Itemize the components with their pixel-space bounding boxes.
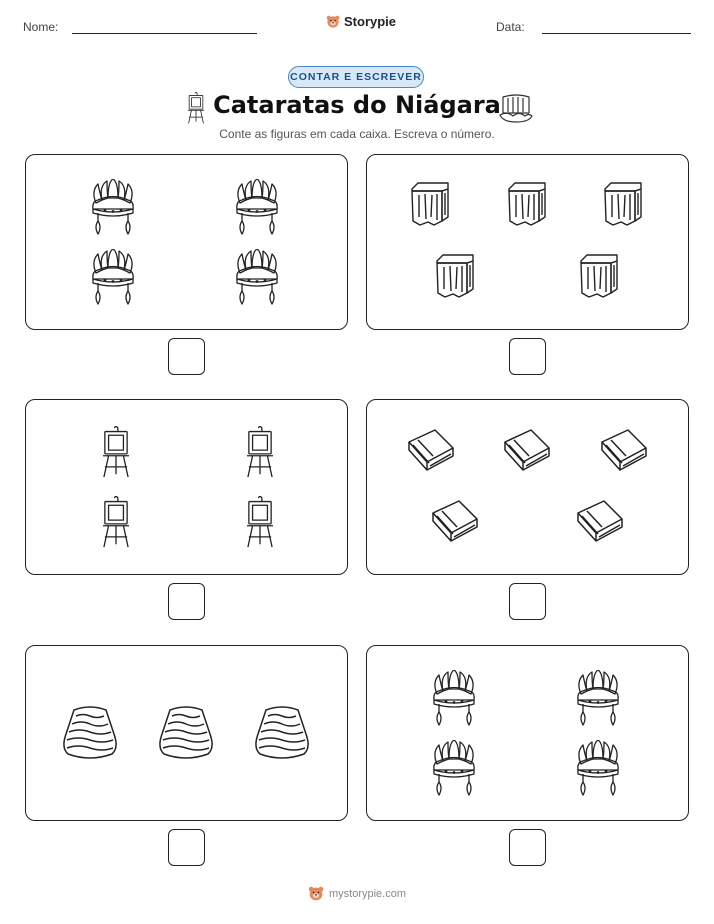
counting-box-2 (366, 154, 689, 330)
easel-icon (99, 426, 133, 478)
answer-box-4[interactable] (509, 583, 546, 620)
easel-icon (243, 426, 277, 478)
headdress-icon (429, 740, 479, 796)
book-icon (501, 428, 553, 474)
headdress-icon (88, 179, 138, 235)
answer-box-2[interactable] (509, 338, 546, 375)
rock-mound-icon (156, 704, 216, 760)
rock-mound-icon (252, 704, 312, 760)
counting-box-1 (25, 154, 348, 330)
headdress-icon (88, 249, 138, 305)
book-icon (429, 499, 481, 545)
headdress-icon (232, 249, 282, 305)
brand-name: Storypie (344, 14, 397, 29)
bear-logo-icon (326, 15, 340, 29)
rock-block-icon (505, 181, 549, 227)
headdress-icon (573, 670, 623, 726)
rock-block-icon (433, 253, 477, 299)
book-icon (405, 428, 457, 474)
date-write-line[interactable] (542, 33, 691, 34)
date-label: Data: (496, 20, 525, 34)
answer-box-3[interactable] (168, 583, 205, 620)
footer-url[interactable]: mystorypie.com (328, 888, 407, 900)
book-icon (574, 499, 626, 545)
counting-box-6 (366, 645, 689, 821)
activity-badge: CONTAR E ESCREVER (288, 66, 424, 88)
answer-box-6[interactable] (509, 829, 546, 866)
counting-box-4 (366, 399, 689, 575)
brand-logo (326, 14, 396, 29)
easel-icon (99, 496, 133, 548)
book-icon (598, 428, 650, 474)
bear-logo-icon (308, 886, 324, 902)
headdress-icon (429, 670, 479, 726)
counting-box-5 (25, 645, 348, 821)
headdress-icon (232, 179, 282, 235)
footer (0, 886, 714, 902)
waterfall-title-icon (499, 93, 533, 123)
counting-box-3 (25, 399, 348, 575)
answer-box-1[interactable] (168, 338, 205, 375)
instructions: Conte as figuras em cada caixa. Escreva o número. (219, 127, 495, 141)
easel-icon (243, 496, 277, 548)
rock-block-icon (577, 253, 621, 299)
answer-box-5[interactable] (168, 829, 205, 866)
rock-block-icon (408, 181, 452, 227)
name-label: Nome: (23, 20, 59, 34)
headdress-icon (573, 740, 623, 796)
rock-mound-icon (60, 704, 120, 760)
name-write-line[interactable] (72, 33, 257, 34)
page-title: Cataratas do Niágara (213, 91, 501, 119)
rock-block-icon (601, 181, 645, 227)
